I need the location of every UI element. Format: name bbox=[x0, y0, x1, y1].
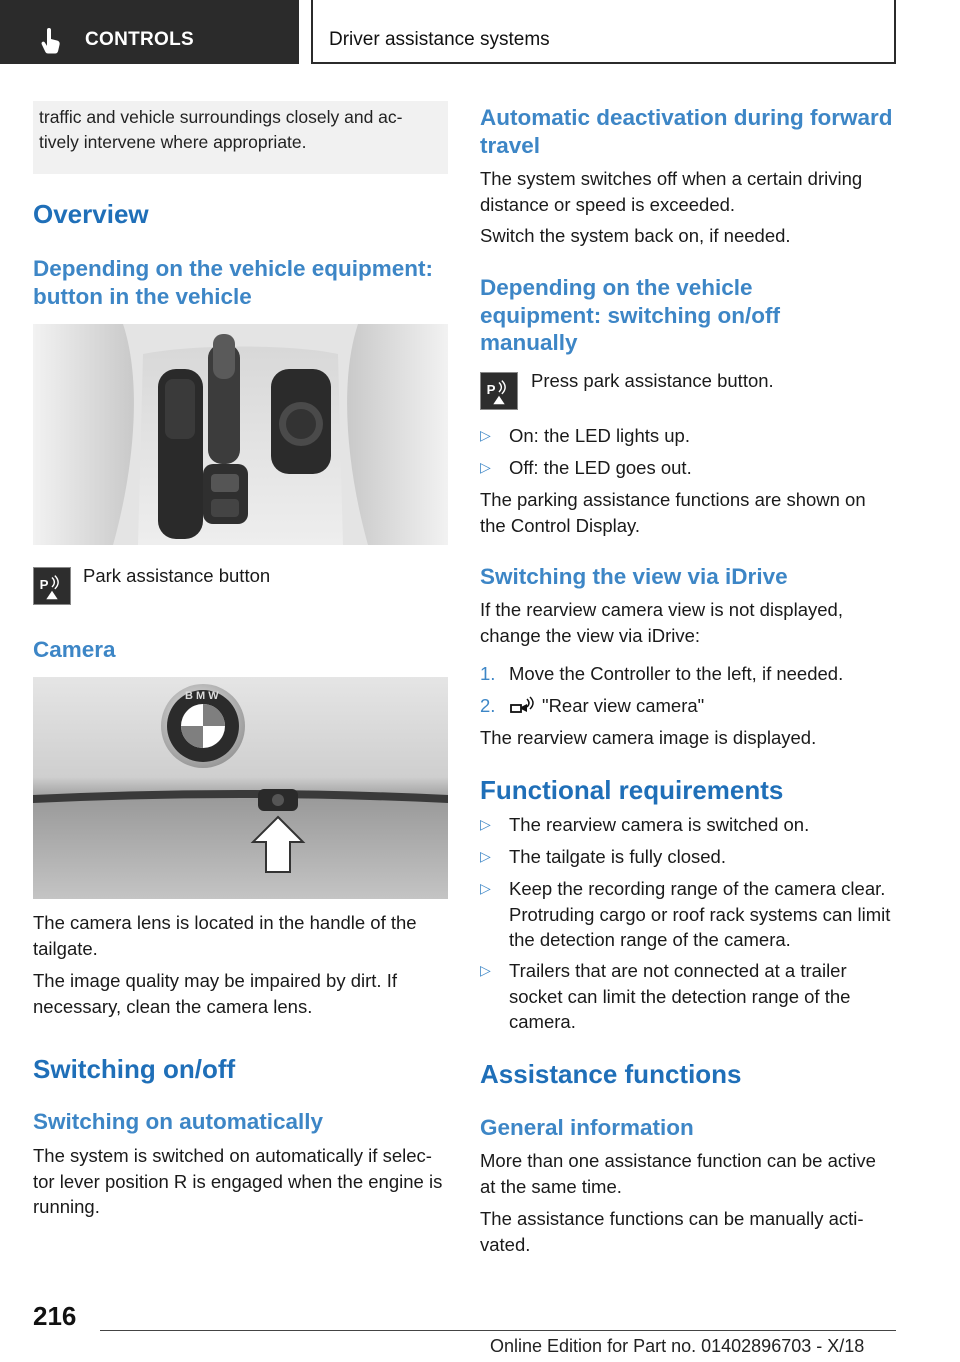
gear-console-illustration bbox=[33, 324, 448, 545]
idrive-text: If the rearview camera view is not displayed, change the view via iDrive: bbox=[480, 599, 843, 646]
manual-heading: Depending on the vehicle equipment: switching on/off manually bbox=[480, 275, 780, 355]
manual-press-text: Press park assistance button. bbox=[531, 370, 774, 391]
hand-pointer-icon bbox=[40, 28, 62, 54]
camera-heading: Camera bbox=[33, 637, 116, 662]
park-assist-caption: Park assistance button bbox=[83, 565, 271, 586]
park-assist-icon bbox=[33, 567, 71, 605]
auto-on-heading: Switching on automatically bbox=[33, 1109, 324, 1134]
general-text-2: The assistance functions can be manually acti‐ vated. bbox=[480, 1208, 864, 1255]
triangle-bullet-icon: ▷ bbox=[480, 816, 491, 832]
general-text-1: More than one assistance function can be active at the same time. bbox=[480, 1150, 876, 1197]
footer-divider bbox=[100, 1330, 896, 1331]
overview-heading: Overview bbox=[33, 199, 149, 229]
general-heading: General information bbox=[480, 1115, 694, 1140]
assistance-heading: Assistance functions bbox=[480, 1059, 742, 1089]
svg-text:B M W: B M W bbox=[185, 690, 219, 702]
idrive-heading: Switching the view via iDrive bbox=[480, 564, 788, 589]
button-heading: Depending on the vehicle equipment: button in the vehicle bbox=[33, 256, 434, 309]
gear-console-image bbox=[33, 324, 448, 545]
manual-after-text: The parking assistance functions are shown on the Control Display. bbox=[480, 489, 866, 536]
svg-text:P: P bbox=[486, 381, 496, 397]
tailgate-illustration bbox=[33, 677, 448, 899]
camera-location-image bbox=[33, 677, 448, 899]
triangle-bullet-icon: ▷ bbox=[480, 459, 491, 475]
rear-view-camera-icon bbox=[509, 695, 535, 717]
switching-heading: Switching on/off bbox=[33, 1054, 236, 1084]
camera-para-2: The image quality may be impaired by dirt. If necessary, clean the camera lens. bbox=[33, 970, 397, 1017]
note-box: traffic and vehicle surroundings closely and ac‐ tively intervene where appropriate. bbox=[33, 101, 448, 174]
park-assist-icon bbox=[480, 372, 518, 410]
triangle-bullet-icon: ▷ bbox=[480, 848, 491, 864]
functional-heading: Functional requirements bbox=[480, 775, 784, 805]
header-chapter-title: Driver assistance systems bbox=[329, 29, 550, 50]
auto-off-text-2: Switch the system back on, if needed. bbox=[480, 225, 791, 246]
triangle-bullet-icon: ▷ bbox=[480, 427, 491, 443]
header-section-tab bbox=[0, 0, 299, 64]
triangle-bullet-icon: ▷ bbox=[480, 962, 491, 978]
header-chapter-box bbox=[311, 0, 896, 64]
footer-edition: Online Edition for Part no. 01402896703 - X/18 bbox=[490, 1336, 865, 1356]
list-item: 2. "Rear view camera" bbox=[480, 695, 705, 716]
header-section-label: CONTROLS bbox=[85, 29, 195, 50]
auto-off-text-1: The system switches off when a certain driving distance or speed is exceeded. bbox=[480, 168, 863, 215]
svg-text:P: P bbox=[39, 576, 49, 592]
page-number: 216 bbox=[33, 1301, 77, 1331]
auto-on-text: The system is switched on automatically if selec‐ tor lever position R is engaged when the engine is running. bbox=[33, 1145, 443, 1217]
idrive-after-text: The rearview camera image is displayed. bbox=[480, 727, 817, 748]
auto-off-heading: Automatic deactivation during forward travel bbox=[480, 105, 893, 158]
triangle-bullet-icon: ▷ bbox=[480, 880, 491, 896]
camera-para-1: The camera lens is located in the handle of the tailgate. bbox=[33, 912, 417, 959]
